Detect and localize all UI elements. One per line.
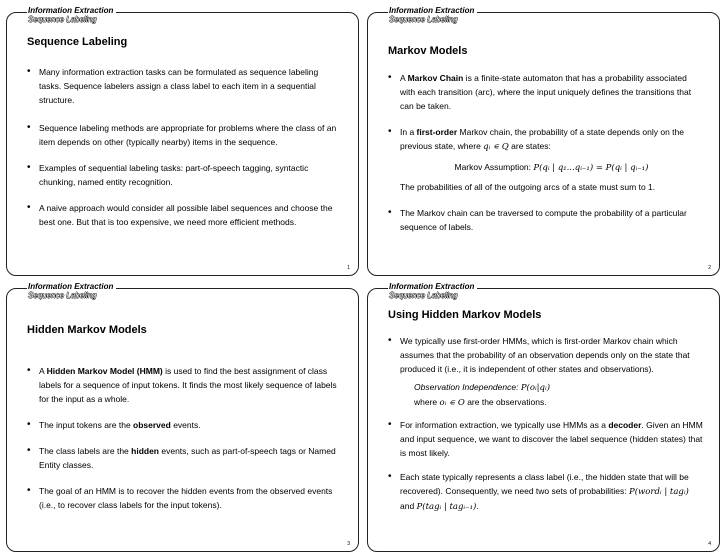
text: . <box>476 501 479 511</box>
slide-title: Hidden Markov Models <box>27 324 147 336</box>
header-title: Information Extraction <box>389 282 475 291</box>
text: In a <box>400 127 417 137</box>
slide-1 <box>6 6 359 276</box>
text: The class labels are the <box>39 446 132 456</box>
text: are the observations. <box>464 397 547 407</box>
bullet-list <box>388 334 703 514</box>
obs-label: Observation Independence: <box>414 382 521 392</box>
assumption-label: Markov Assumption: <box>454 162 534 172</box>
text: The input tokens are the <box>39 420 134 430</box>
bullet-item <box>388 71 703 113</box>
slide-header <box>388 6 477 24</box>
bullet-item: • Examples of sequential labeling tasks: part-of-speech tagging, syntactic chunking, named entity recognition. <box>27 161 342 189</box>
header-subtitle: Sequence Labeling <box>28 291 97 300</box>
observation-independence <box>400 380 703 395</box>
text: Each state typically represents a class label (i.e., the hidden state that will be recovered). Consequently, we need two sets of probabilities: <box>400 472 689 496</box>
term-markov-chain: Markov Chain <box>407 73 464 83</box>
term-hidden: hidden <box>131 446 159 456</box>
math-expression: P(oᵢ|qᵢ) <box>520 383 551 393</box>
slide-3 <box>6 282 359 552</box>
page-number: 3 <box>347 541 350 547</box>
header-subtitle: Sequence Labeling <box>389 15 458 24</box>
term-first-order: first-order <box>416 127 458 137</box>
bullet-item <box>27 444 342 472</box>
text: We typically use first-order HMMs, which is first-order Markov chain which assumes that the probability of an observation depends only on the state that produced it (i.e., it is independent of other states and observations). <box>400 336 690 374</box>
text: events. <box>170 420 201 430</box>
text: For information extraction, we typically use HMMs as a <box>400 420 609 430</box>
header-title: Information Extraction <box>28 282 114 291</box>
observation-where <box>400 395 703 410</box>
page-number: 1 <box>347 265 350 271</box>
text: are states: <box>508 141 551 151</box>
bullet-list <box>27 364 342 512</box>
math-expression: P(tagᵢ | tagᵢ₋₁) <box>416 502 477 512</box>
text: where <box>414 397 440 407</box>
slide-header <box>388 282 477 300</box>
term-hmm: Hidden Markov Model (HMM) <box>46 366 163 376</box>
slide-header <box>27 282 116 300</box>
text: is used to find the best assignment of class labels for a sequence of input tokens. It finds the most likely sequence of labels for the input as a whole. <box>39 366 337 404</box>
math-expression: P(wordᵢ | tagᵢ) <box>629 487 689 497</box>
bullet-item <box>388 470 703 514</box>
bullet-item <box>388 125 703 194</box>
page-number: 4 <box>708 541 711 547</box>
term-observed: observed <box>133 420 171 430</box>
slide-2 <box>367 6 720 276</box>
math-expression: oᵢ ∊ O <box>439 398 465 408</box>
bullet-item: • The goal of an HMM is to recover the hidden events from the observed events (i.e., to recover class labels for the input tokens). <box>27 484 342 512</box>
bullet-item: • A naive approach would consider all possible label sequences and choose the best one. But that is too expensive, we need more efficient methods. <box>27 201 342 229</box>
slide-header <box>27 6 116 24</box>
header-subtitle: Sequence Labeling <box>28 15 97 24</box>
probability-note: The probabilities of all of the outgoing arcs of a state must sum to 1. <box>400 182 656 192</box>
text: A <box>39 366 47 376</box>
slide-title: Using Hidden Markov Models <box>388 309 542 321</box>
text: Markov chain, the probability of a state depends only on the previous state, where <box>400 127 684 151</box>
math-expression: P(qᵢ | q₁...qᵢ₋₁) = P(qᵢ | qᵢ₋₁) <box>533 163 649 173</box>
bullet-item <box>388 418 703 460</box>
page-number: 2 <box>708 265 711 271</box>
text: events, such as part-of-speech tags or Named Entity classes. <box>39 446 336 470</box>
bullet-list <box>27 65 342 229</box>
markov-assumption <box>400 160 703 175</box>
text: . Given an HMM and input sequence, we want to discover the label sequence (hidden states) that is most likely. <box>400 420 703 458</box>
term-decoder: decoder <box>608 420 642 430</box>
text: and <box>400 501 417 511</box>
text: is a finite-state automaton that has a probability associated with each transition (arc), where the input uniquely defines the transitions that can be taken. <box>400 73 692 111</box>
header-title: Information Extraction <box>389 6 475 15</box>
header-subtitle: Sequence Labeling <box>389 291 458 300</box>
bullet-item <box>388 334 703 410</box>
slide-4 <box>367 282 720 552</box>
bullet-list <box>388 71 703 234</box>
bullet-item <box>27 418 342 432</box>
slide-title: Sequence Labeling <box>27 36 128 48</box>
math-expression: qᵢ ∊ Q <box>483 142 509 152</box>
bullet-item: • Sequence labeling methods are appropriate for problems where the class of an item depends on other (typically nearby) items in the sequence. <box>27 121 342 149</box>
slide-title: Markov Models <box>388 45 468 57</box>
bullet-item: • The Markov chain can be traversed to compute the probability of a particular sequence of labels. <box>388 206 703 234</box>
bullet-item <box>27 364 342 406</box>
bullet-item: • Many information extraction tasks can be formulated as sequence labeling tasks. Sequence labelers assign a class label to each item in a sequential structure. <box>27 65 342 107</box>
header-title: Information Extraction <box>28 6 114 15</box>
text: A <box>400 73 408 83</box>
